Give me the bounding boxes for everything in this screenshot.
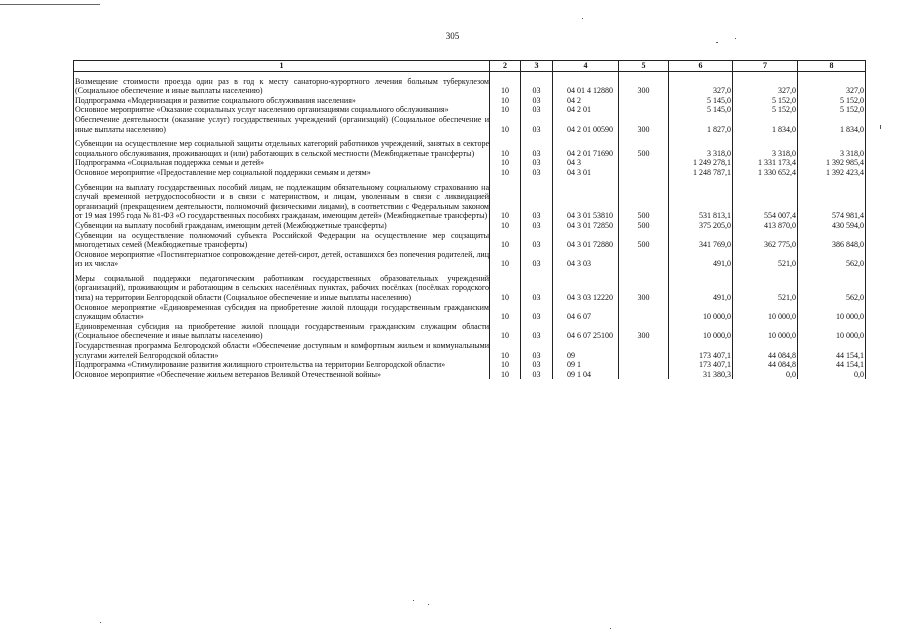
target-article-cell: 04 3 03 <box>553 250 619 269</box>
amount-col8-cell: 430 594,0 <box>798 221 866 231</box>
table-row <box>74 115 866 134</box>
section-code-cell: 10 <box>490 134 521 158</box>
section-code-cell: 10 <box>490 269 521 303</box>
subsection-code-cell: 03 <box>521 341 553 360</box>
row-name-cell: Субвенции на осуществление мер социальной защиты отдельных категорий работников учреждений, занятых в секторе социального обслуживания, проживающих и (или) работающих в сельской местности (Межбюджетные трансферты) <box>74 134 490 158</box>
expense-type-cell: 500 <box>619 134 669 158</box>
column-header-8: 8 <box>798 61 866 72</box>
target-article-cell: 04 2 01 <box>553 105 619 115</box>
target-article-cell: 09 1 04 <box>553 370 619 380</box>
amount-col6-cell: 327,0 <box>669 71 733 96</box>
expense-type-cell <box>619 168 669 178</box>
amount-col7-cell: 362 775,0 <box>733 231 798 250</box>
row-name-cell: Основное мероприятие «Обеспечение жильем ветеранов Великой Отечественной войны» <box>74 370 490 380</box>
section-code-cell: 10 <box>490 168 521 178</box>
subsection-code-cell: 03 <box>521 250 553 269</box>
amount-col6-cell: 341 769,0 <box>669 231 733 250</box>
amount-col6-cell: 491,0 <box>669 250 733 269</box>
target-article-cell: 04 6 07 <box>553 303 619 322</box>
subsection-code-cell: 03 <box>521 158 553 168</box>
row-name-cell: Субвенции на выплату государственных пособий лицам, не подлежащим обязательному социальному страхованию на случай временной нетрудоспособности и в связи с материнством, и лицам, уволенным в связи с ликвидацией организаций (прекращением деятельности, полномочий физическими лицами), в соответствии с Федеральным законом от 19 мая 1995 года № 81-ФЗ «О государственных пособиях гражданам, имеющим детей» (Межбюджетные трансферты) <box>74 178 490 221</box>
column-header-4: 4 <box>553 61 619 72</box>
expense-type-cell <box>619 341 669 360</box>
row-name-cell: Основное мероприятие «Оказание социальных услуг населению организациями социального обслуживания» <box>74 105 490 115</box>
amount-col6-cell: 531 813,1 <box>669 178 733 221</box>
scan-speck <box>413 600 414 601</box>
top-rule <box>0 4 100 5</box>
scan-speck <box>735 38 736 39</box>
amount-col7-cell: 44 084,8 <box>733 341 798 360</box>
amount-col6-cell: 491,0 <box>669 269 733 303</box>
section-code-cell: 10 <box>490 115 521 134</box>
expense-type-cell <box>619 303 669 322</box>
amount-col6-cell: 173 407,1 <box>669 360 733 370</box>
expense-type-cell <box>619 250 669 269</box>
amount-col7-cell: 0,0 <box>733 370 798 380</box>
target-article-cell: 04 3 03 12220 <box>553 269 619 303</box>
expense-type-cell: 500 <box>619 178 669 221</box>
section-code-cell: 10 <box>490 158 521 168</box>
amount-col8-cell: 10 000,0 <box>798 303 866 322</box>
amount-col8-cell: 44 154,1 <box>798 341 866 360</box>
budget-table <box>73 60 866 379</box>
table-row <box>74 168 866 178</box>
table-row <box>74 221 866 231</box>
subsection-code-cell: 03 <box>521 221 553 231</box>
table-row <box>74 231 866 250</box>
column-header-2: 2 <box>490 61 521 72</box>
target-article-cell: 04 3 01 72850 <box>553 221 619 231</box>
subsection-code-cell: 03 <box>521 96 553 106</box>
amount-col8-cell: 386 848,0 <box>798 231 866 250</box>
row-name-cell: Субвенции на выплату пособий гражданам, имеющим детей (Межбюджетные трансферты) <box>74 221 490 231</box>
table-header <box>74 61 866 72</box>
column-header-5: 5 <box>619 61 669 72</box>
expense-type-cell <box>619 158 669 168</box>
page-number: 305 <box>445 31 460 41</box>
row-name-cell: Основное мероприятие «Постинтернатное сопровождение детей-сирот, детей, оставшихся без попечения родителей, лиц из их числа» <box>75 249 489 269</box>
amount-col6-cell: 3 318,0 <box>669 134 733 158</box>
amount-col7-cell: 413 870,0 <box>733 221 798 231</box>
table-row <box>74 370 866 380</box>
scan-speck <box>428 604 429 605</box>
section-code-cell: 10 <box>490 370 521 380</box>
section-code-cell: 10 <box>490 303 521 322</box>
amount-col7-cell: 521,0 <box>733 250 798 269</box>
scan-speck <box>880 125 881 129</box>
target-article-cell: 04 2 01 71690 <box>553 134 619 158</box>
section-code-cell: 10 <box>490 105 521 115</box>
subsection-code-cell: 03 <box>521 168 553 178</box>
table-row <box>74 269 866 303</box>
subsection-code-cell: 03 <box>521 303 553 322</box>
table-row <box>74 303 866 322</box>
target-article-cell: 09 1 <box>553 360 619 370</box>
amount-col7-cell: 1 834,0 <box>733 115 798 134</box>
amount-col6-cell: 1 249 278,1 <box>669 158 733 168</box>
subsection-code-cell: 03 <box>521 134 553 158</box>
table-row <box>74 360 866 370</box>
amount-col8-cell: 1 392 423,4 <box>798 168 866 178</box>
expense-type-cell <box>619 370 669 380</box>
subsection-code-cell: 03 <box>521 370 553 380</box>
scan-speck <box>100 622 101 623</box>
amount-col8-cell: 5 152,0 <box>798 105 866 115</box>
section-code-cell: 10 <box>490 231 521 250</box>
expense-type-cell: 300 <box>619 269 669 303</box>
scan-speck <box>716 42 718 43</box>
expense-type-cell: 300 <box>619 322 669 341</box>
subsection-code-cell: 03 <box>521 322 553 341</box>
section-code-cell: 10 <box>490 341 521 360</box>
subsection-code-cell: 03 <box>521 231 553 250</box>
section-code-cell: 10 <box>490 221 521 231</box>
amount-col7-cell: 5 152,0 <box>733 105 798 115</box>
target-article-cell: 04 6 07 25100 <box>553 322 619 341</box>
target-article-cell: 04 3 01 <box>553 168 619 178</box>
amount-col7-cell: 10 000,0 <box>733 322 798 341</box>
row-name-cell: Подпрограмма «Модернизация и развитие социального обслуживания населения» <box>74 96 490 106</box>
row-name-cell: Основное мероприятие «Предоставление мер социальной поддержки семьям и детям» <box>74 168 490 178</box>
section-code-cell: 10 <box>490 71 521 96</box>
amount-col7-cell: 3 318,0 <box>733 134 798 158</box>
section-code-cell: 10 <box>490 322 521 341</box>
target-article-cell: 04 2 01 00590 <box>553 115 619 134</box>
subsection-code-cell: 03 <box>521 360 553 370</box>
table-row <box>74 134 866 158</box>
row-name-cell: Возмещение стоимости проезда один раз в год к месту санаторно-курортного лечения больным туберкулезом (Социальное обеспечение и иные выплаты населению) <box>74 71 490 96</box>
amount-col6-cell: 173 407,1 <box>669 341 733 360</box>
target-article-cell: 04 3 01 72880 <box>553 231 619 250</box>
table-row <box>74 96 866 106</box>
amount-col7-cell: 521,0 <box>733 269 798 303</box>
target-article-cell: 09 <box>553 341 619 360</box>
target-article-cell: 04 3 01 53810 <box>553 178 619 221</box>
expense-type-cell: 500 <box>619 221 669 231</box>
amount-col8-cell: 562,0 <box>798 269 866 303</box>
target-article-cell: 04 3 <box>553 158 619 168</box>
expense-type-cell: 300 <box>619 115 669 134</box>
target-article-cell: 04 2 <box>553 96 619 106</box>
amount-col7-cell: 1 330 652,4 <box>733 168 798 178</box>
expense-type-cell <box>619 96 669 106</box>
amount-col7-cell: 1 331 173,4 <box>733 158 798 168</box>
amount-col6-cell: 5 145,0 <box>669 105 733 115</box>
subsection-code-cell: 03 <box>521 105 553 115</box>
row-name-cell: Государственная программа Белгородской области «Обеспечение доступным и комфортным жильем и коммунальными услугами жителей Белгородской области» <box>75 341 489 360</box>
amount-col8-cell: 574 981,4 <box>798 178 866 221</box>
section-code-cell: 10 <box>490 250 521 269</box>
table-row <box>74 250 866 269</box>
table-row <box>74 178 866 221</box>
amount-col7-cell: 327,0 <box>733 71 798 96</box>
subsection-code-cell: 03 <box>521 178 553 221</box>
amount-col8-cell: 44 154,1 <box>798 360 866 370</box>
amount-col8-cell: 10 000,0 <box>798 322 866 341</box>
row-name-cell: Обеспечение деятельности (оказание услуг) государственных учреждений (организаций) (Социальное обеспечение и иные выплаты населению) <box>75 114 489 134</box>
section-code-cell: 10 <box>490 96 521 106</box>
scan-speck <box>610 628 611 629</box>
header-row <box>74 61 866 72</box>
table-row <box>74 105 866 115</box>
subsection-code-cell: 03 <box>521 269 553 303</box>
row-name-cell: Подпрограмма «Социальная поддержка семьи и детей» <box>74 158 490 168</box>
amount-col8-cell: 0,0 <box>798 370 866 380</box>
amount-col7-cell: 554 007,4 <box>733 178 798 221</box>
row-name-cell: Меры социальной поддержки педагогическим работникам государственных образовательных учреждений (организаций), проживающим и работающим в сельских населённых пунктах, рабочих посёлках (посёлках городского типа) на территории Белгородской области (Социальное обеспечение и иные выплаты населению) <box>74 269 490 303</box>
amount-col6-cell: 1 827,0 <box>669 115 733 134</box>
subsection-code-cell: 03 <box>521 115 553 134</box>
amount-col8-cell: 327,0 <box>798 71 866 96</box>
amount-col8-cell: 1 392 985,4 <box>798 158 866 168</box>
target-article-cell: 04 01 4 12880 <box>553 71 619 96</box>
amount-col8-cell: 3 318,0 <box>798 134 866 158</box>
expense-type-cell: 300 <box>619 71 669 96</box>
subsection-code-cell: 03 <box>521 71 553 96</box>
expense-type-cell <box>619 360 669 370</box>
table-row <box>74 158 866 168</box>
amount-col7-cell: 5 152,0 <box>733 96 798 106</box>
row-name-cell: Единовременная субсидия на приобретение жилой площади государственным гражданским служащим области (Социальное обеспечение и иные выплаты населению) <box>75 321 489 341</box>
row-name-cell: Субвенции на осуществление полномочий субъекта Российской Федерации на осуществление мер соцзащиты многодетных семей (Межбюджетные трансферты) <box>75 230 489 250</box>
column-header-1: 1 <box>74 61 490 72</box>
section-code-cell: 10 <box>490 178 521 221</box>
row-name-cell: Подпрограмма «Стимулирование развития жилищного строительства на территории Белгородской области» <box>74 360 490 370</box>
table-row <box>74 322 866 341</box>
amount-col7-cell: 10 000,0 <box>733 303 798 322</box>
scan-speck <box>582 18 583 19</box>
table-row <box>74 71 866 96</box>
amount-col6-cell: 375 205,0 <box>669 221 733 231</box>
amount-col8-cell: 1 834,0 <box>798 115 866 134</box>
amount-col7-cell: 44 084,8 <box>733 360 798 370</box>
amount-col6-cell: 10 000,0 <box>669 322 733 341</box>
expense-type-cell <box>619 105 669 115</box>
section-code-cell: 10 <box>490 360 521 370</box>
expense-type-cell: 500 <box>619 231 669 250</box>
column-header-3: 3 <box>521 61 553 72</box>
row-name-cell: Основное мероприятие «Единовременная субсидия на приобретение жилой площади государственным гражданским служащим области» <box>75 302 489 322</box>
table-row <box>74 341 866 360</box>
amount-col6-cell: 1 248 787,1 <box>669 168 733 178</box>
column-header-6: 6 <box>669 61 733 72</box>
amount-col8-cell: 5 152,0 <box>798 96 866 106</box>
table-body <box>74 71 866 379</box>
amount-col6-cell: 5 145,0 <box>669 96 733 106</box>
amount-col6-cell: 10 000,0 <box>669 303 733 322</box>
amount-col6-cell: 31 380,3 <box>669 370 733 380</box>
column-header-7: 7 <box>733 61 798 72</box>
amount-col8-cell: 562,0 <box>798 250 866 269</box>
